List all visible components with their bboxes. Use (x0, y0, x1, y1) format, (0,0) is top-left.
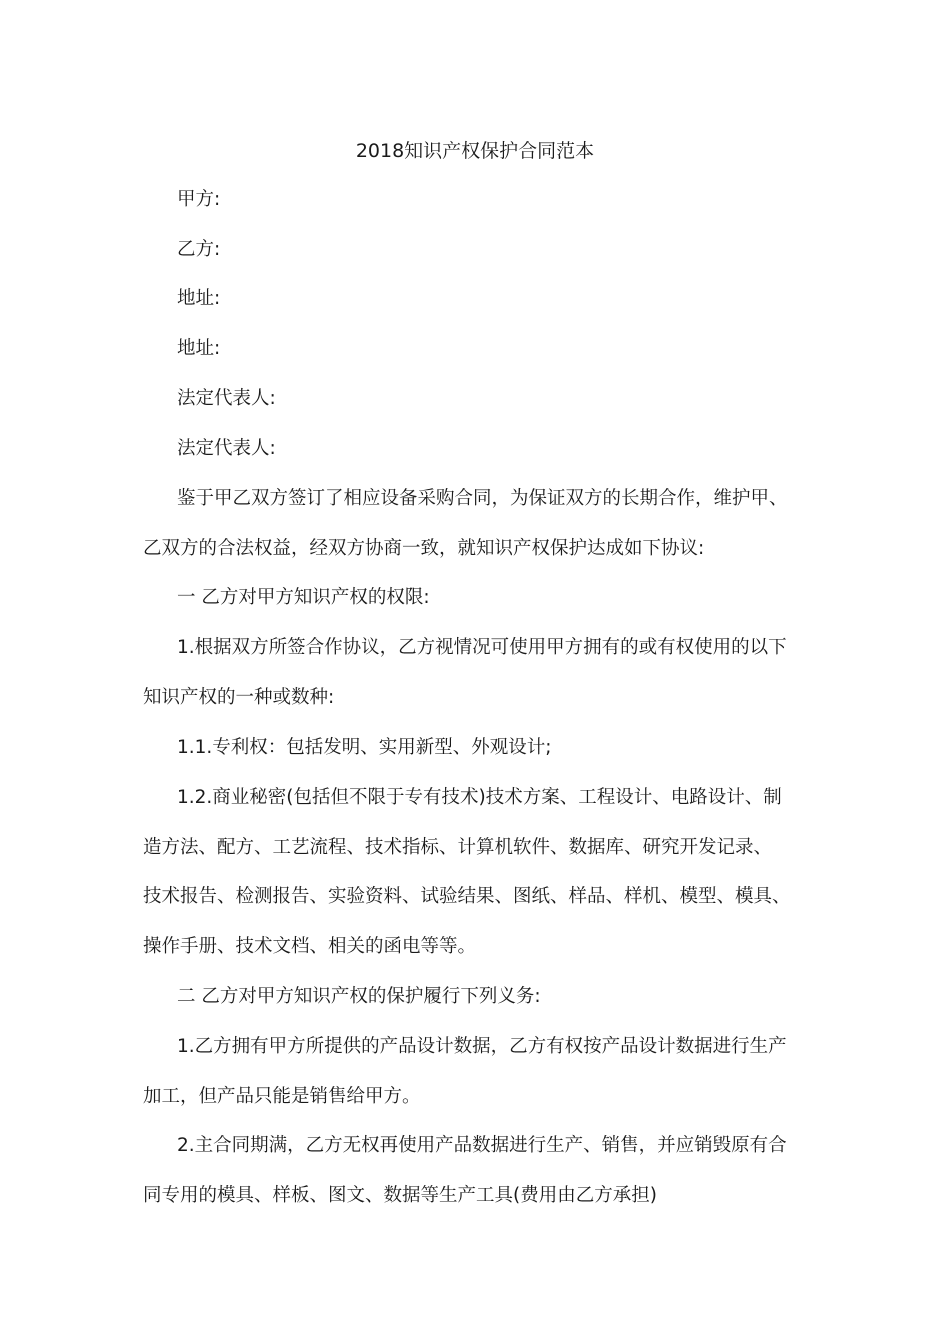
section-2-heading: 二 乙方对甲方知识产权的保护履行下列义务: (177, 986, 541, 1007)
preamble-line-1: 鉴于甲乙双方签订了相应设备采购合同，为保证双方的长期合作，维护甲、 (177, 488, 788, 509)
address-line-2: 地址: (177, 338, 221, 359)
clause-1-line-1: 1.根据双方所签合作协议，乙方视情况可使用甲方拥有的或有权使用的以下 (177, 637, 787, 658)
party-b-line: 乙方: (177, 239, 221, 260)
clause-2-1-line-1: 1.乙方拥有甲方所提供的产品设计数据，乙方有权按产品设计数据进行生产 (177, 1036, 787, 1057)
clause-2-2-line-1: 2.主合同期满，乙方无权再使用产品数据进行生产、销售，并应销毁原有合 (177, 1135, 787, 1156)
section-1-heading: 一 乙方对甲方知识产权的权限: (177, 587, 430, 608)
clause-1-2-line-4: 操作手册、技术文档、相关的函电等等。 (143, 936, 477, 957)
party-a-line: 甲方: (177, 189, 221, 210)
clause-1-1-line: 1.1.专利权：包括发明、实用新型、外观设计; (177, 737, 552, 758)
clause-1-2-line-2: 造方法、配方、工艺流程、技术指标、计算机软件、数据库、研究开发记录、 (143, 837, 773, 858)
legal-representative-line-2: 法定代表人: (177, 438, 276, 459)
clause-2-2-line-2: 同专用的模具、样板、图文、数据等生产工具(费用由乙方承担) (143, 1185, 657, 1206)
legal-representative-line-1: 法定代表人: (177, 388, 276, 409)
address-line-1: 地址: (177, 288, 221, 309)
preamble-line-2: 乙双方的合法权益，经双方协商一致，就知识产权保护达成如下协议: (143, 538, 705, 559)
clause-1-2-line-1: 1.2.商业秘密(包括但不限于专有技术)技术方案、工程设计、电路设计、制 (177, 787, 782, 808)
clause-1-2-line-3: 技术报告、检测报告、实验资料、试验结果、图纸、样品、样机、模型、模具、 (143, 886, 791, 907)
document-title: 2018知识产权保护合同范本 (355, 140, 595, 162)
clause-1-line-2: 知识产权的一种或数种: (143, 687, 335, 708)
clause-2-1-line-2: 加工，但产品只能是销售给甲方。 (143, 1086, 421, 1107)
